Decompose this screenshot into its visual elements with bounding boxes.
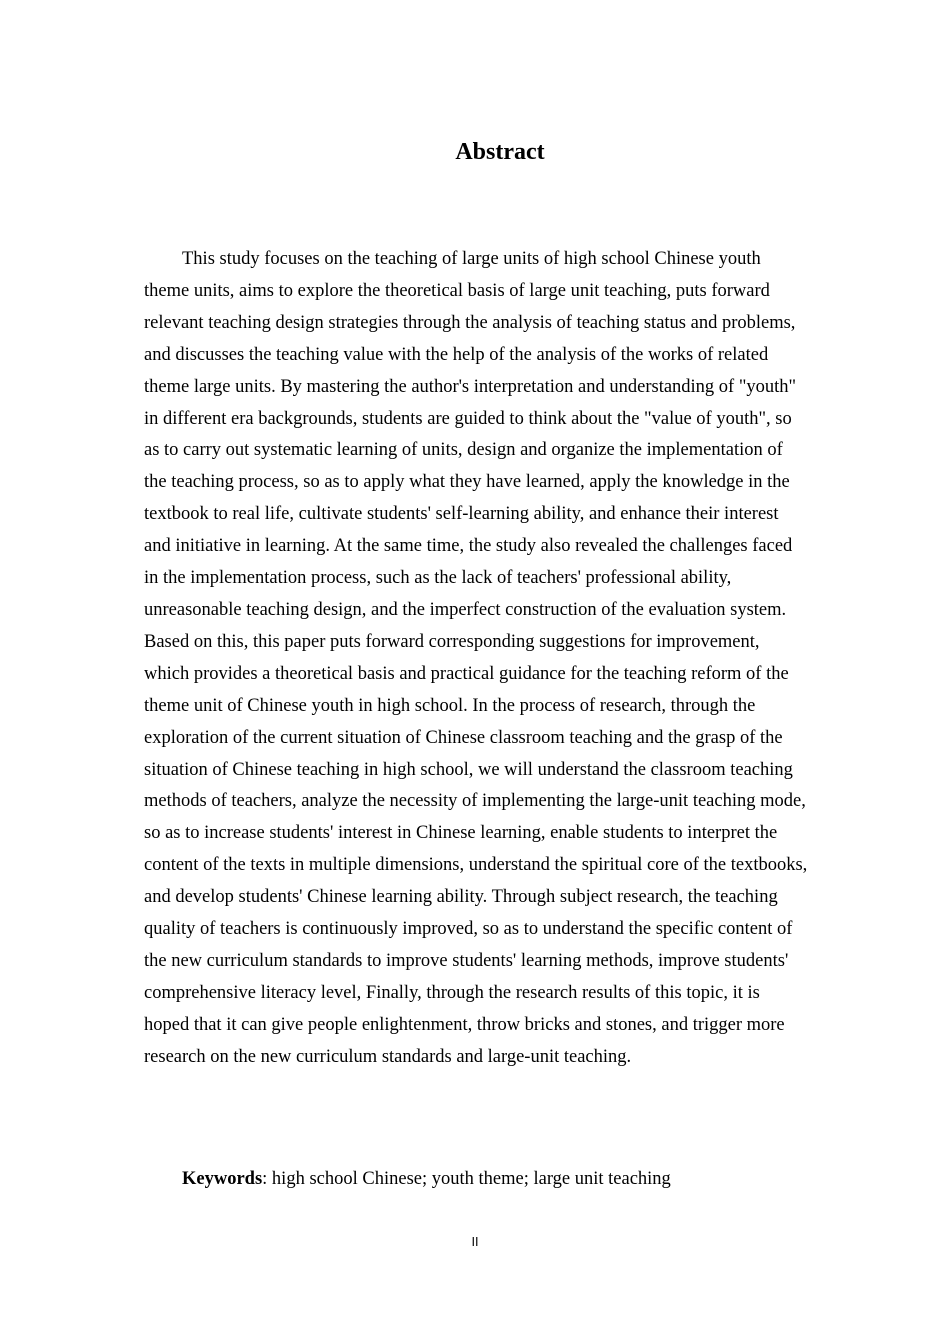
page-number: II: [471, 1235, 479, 1249]
abstract-title: Abstract: [455, 139, 545, 165]
abstract-body: This study focuses on the teaching of large units of high school Chinese youth theme units, aims to explore the theoretical basis of large unit teaching, puts forward relevant teaching design strategies through the analysis of teaching status and problems, and discusses the teaching value with the help of the analysis of the works of related theme large units. By mastering the author's interpretation and understanding of "youth" in different era backgrounds, students are guided to think about the "value of youth", so as to carry out systematic learning of units, design and organize the implementation of the teaching process, so as to apply what they have learned, apply the knowledge in the textbook to real life, cultivate students' self-learning ability, and enhance their interest and initiative in learning. At the same time, the study also revealed the challenges faced in the implementation process, such as the lack of teachers' professional ability, unreasonable teaching design, and the imperfect construction of the evaluation system. Based on this, this paper puts forward corresponding suggestions for improvement, which provides a theoretical basis and practical guidance for the teaching reform of the theme unit of Chinese youth in high school. In the process of research, through the exploration of the current situation of Chinese classroom teaching and the grasp of the situation of Chinese teaching in high school, we will understand the classroom teaching methods of teachers, analyze the necessity of implementing the large-unit teaching mode, so as to increase students' interest in Chinese learning, enable students to interpret the content of the texts in multiple dimensions, understand the spiritual core of the textbooks, and develop students' Chinese learning ability. Through subject research, the teaching quality of teachers is continuously improved, so as to understand the specific content of the new curriculum standards to improve students' learning methods, improve students' comprehensive literacy level, Finally, through the research results of this topic, it is hoped that it can give people enlightenment, throw bricks and stones, and trigger more research on the new curriculum standards and large-unit teaching.: [144, 249, 808, 1067]
keywords-text: : high school Chinese; youth theme; large unit teaching: [262, 1169, 671, 1189]
keywords-label: Keywords: [182, 1169, 263, 1189]
keywords-line: [182, 1164, 822, 1196]
